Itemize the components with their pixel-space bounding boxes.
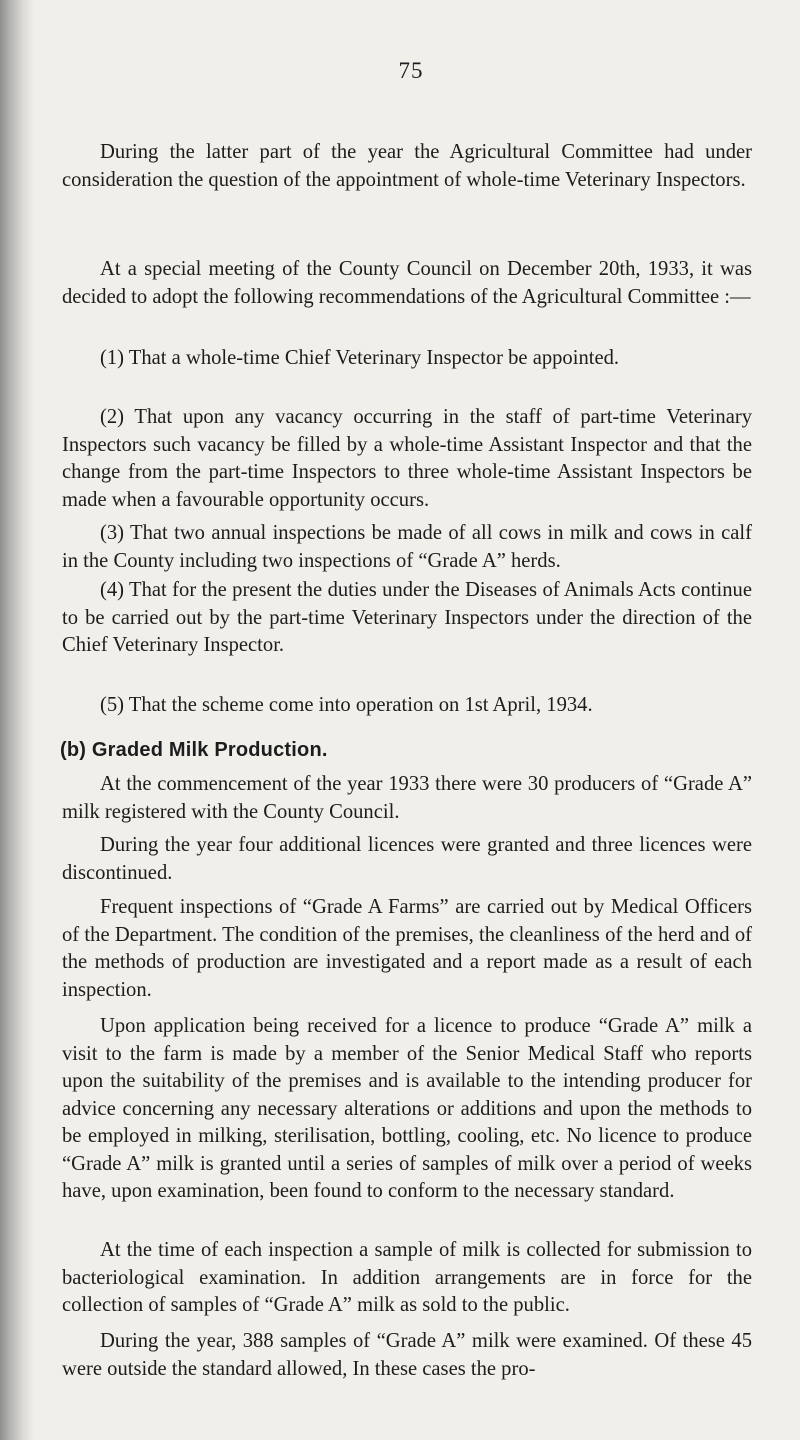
paragraph-samples-examined: During the year, 388 samples of “Grade A” milk were examined. Of these 45 were outside the standard allowed, In these cases the pro- xyxy=(62,1330,752,1380)
paragraph-appointment-consideration: During the latter part of the year the Agricultural Committee had under consideration the question of the appointment of whole-time Veterinary Inspectors. xyxy=(62,141,752,191)
recommendation-3: (3) That two annual inspections be made of all cows in milk and cows in calf in the County including two inspections of “Grade A” herds. xyxy=(62,522,752,572)
recommendation-4: (4) That for the present the duties under the Diseases of Animals Acts continue to be carried out by the part-time Veterinary Inspectors under the direction of the Chief Veterinary Inspector. xyxy=(62,579,752,656)
page-number: 75 xyxy=(398,58,424,83)
binding-gutter-shadow xyxy=(0,0,34,1440)
paragraph-sample-collection: At the time of each inspection a sample of milk is collected for submission to bacteriological examination. In addition arrangements are in force for the collection of samples of “Grade A” milk as sold to the public. xyxy=(62,1239,752,1316)
paragraph-producers-count: At the commencement of the year 1933 there were 30 producers of “Grade A” milk registered with the County Council. xyxy=(62,773,752,823)
paragraph-inspections: Frequent inspections of “Grade A Farms” are carried out by Medical Officers of the Department. The condition of the premises, the cleanliness of the herd and of the methods of production are investigated and a report made as a result of each inspection. xyxy=(62,896,752,1001)
paragraph-licences: During the year four additional licences were granted and three licences were discontinued. xyxy=(62,834,752,884)
paragraph-special-meeting: At a special meeting of the County Council on December 20th, 1933, it was decided to adopt the following recommendations of the Agricultural Committee :— xyxy=(62,258,752,308)
recommendation-1: (1) That a whole-time Chief Veterinary Inspector be appointed. xyxy=(100,347,620,369)
recommendation-5: (5) That the scheme come into operation on 1st April, 1934. xyxy=(100,694,593,716)
section-heading-graded-milk: (b) Graded Milk Production. xyxy=(60,739,328,761)
recommendation-2: (2) That upon any vacancy occurring in the staff of part-time Veterinary Inspectors such vacancy be filled by a whole-time Assistant Inspector and that the change from the part-time Inspectors to three whole-time Assistant Inspectors be made when a favourable opportunity occurs. xyxy=(62,406,752,511)
paragraph-licence-application: Upon application being received for a licence to produce “Grade A” milk a visit to the farm is made by a member of the Senior Medical Staff who reports upon the suitability of the premises and is available to the intending producer for advice concerning any necessary alterations or additions and upon the methods to be employed in milking, sterilisation, bottling, cooling, etc. No licence to produce “Grade A” milk is granted until a series of samples of milk over a period of weeks have, upon examination, been found to conform to the necessary standard. xyxy=(62,1015,752,1202)
